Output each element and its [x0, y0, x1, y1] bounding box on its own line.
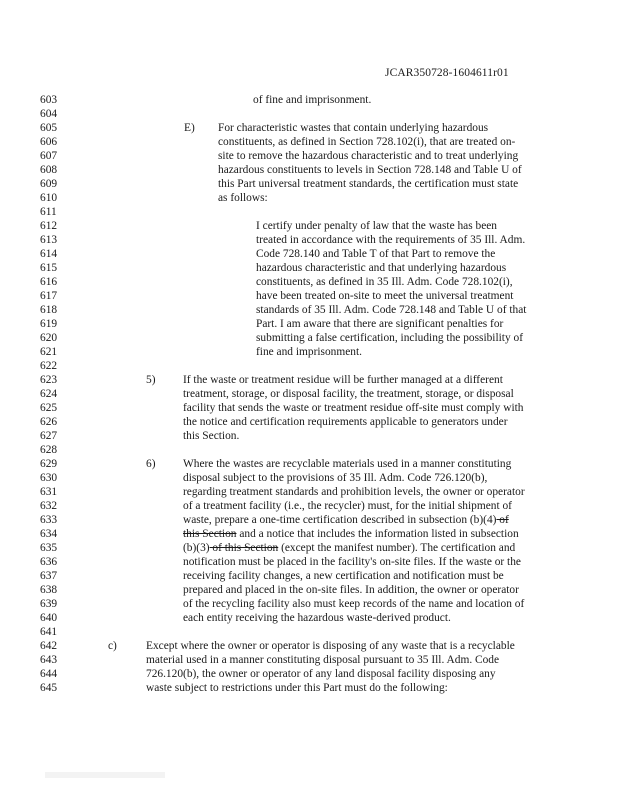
line-number: 613	[40, 234, 58, 246]
line-number: 618	[40, 304, 58, 316]
line-number: 622	[40, 360, 58, 372]
text-line: Where the wastes are recyclable materials used in a manner constituting	[183, 458, 512, 470]
line-number: 624	[40, 388, 58, 400]
line-number: 640	[40, 612, 58, 624]
text-line: this Section.	[183, 430, 240, 442]
line-number: 630	[40, 472, 58, 484]
text-line: have been treated on-site to meet the universal treatment	[256, 290, 514, 302]
line-number: 636	[40, 556, 58, 568]
text-line: Part. I am aware that there are significant penalties for	[256, 318, 504, 330]
text-line: standards of 35 Ill. Adm. Code 728.148 and Table U of that	[256, 304, 527, 316]
text-line: regarding treatment standards and prohibition levels, the owner or operator	[183, 486, 525, 498]
document-id: JCAR350728-1604611r01	[385, 67, 509, 79]
text-line: I certify under penalty of law that the waste has been	[256, 220, 498, 232]
line-number: 610	[40, 192, 58, 204]
line-number: 616	[40, 276, 58, 288]
text-line: waste subject to restrictions under this Part must do the following:	[146, 682, 448, 694]
line-number: 626	[40, 416, 58, 428]
line-number: 638	[40, 584, 58, 596]
line-number: 639	[40, 598, 58, 610]
line-number: 631	[40, 486, 58, 498]
text-line: site to remove the hazardous characteristic and to treat underlying	[218, 150, 519, 162]
text-line: each entity receiving the hazardous waste-derived product.	[183, 612, 451, 624]
text-line: of fine and imprisonment.	[253, 94, 372, 106]
text-line	[183, 513, 525, 527]
line-number: 609	[40, 178, 58, 190]
text-line: constituents, as defined in 35 Ill. Adm. Code 728.102(i),	[256, 276, 513, 288]
text-line: Except where the owner or operator is disposing of any waste that is a recyclable	[146, 640, 515, 652]
line-number: 625	[40, 402, 58, 414]
paragraph-6	[183, 457, 525, 625]
item-marker-E: E)	[184, 122, 195, 134]
struck-text: this Section	[183, 528, 237, 540]
text-line-603	[253, 93, 371, 107]
text-line: For characteristic wastes that contain underlying hazardous	[218, 122, 489, 134]
line-number: 637	[40, 570, 58, 582]
line-number: 604	[40, 108, 58, 120]
text-line: this Part universal treatment standards, the certification must state	[218, 178, 519, 190]
text-line: of a treatment facility (i.e., the recycler) must, for the initial shipment of	[183, 500, 512, 512]
text-line: hazardous characteristic and that underlying hazardous	[256, 262, 507, 274]
line-number: 605	[40, 122, 58, 134]
text-line: submitting a false certification, including the possibility of	[256, 332, 523, 344]
line-number: 606	[40, 136, 58, 148]
text-fragment: (except the manifest number). The certification and	[278, 542, 516, 554]
text-line: receiving facility changes, a new certification and notification must be	[183, 570, 504, 582]
text-line: hazardous constituents to levels in Section 728.148 and Table U of	[218, 164, 522, 176]
line-number: 623	[40, 374, 58, 386]
text-fragment: and a notice that includes the information listed in subsection	[236, 528, 519, 540]
text-line	[183, 527, 525, 541]
text-line: treated in accordance with the requirements of 35 Ill. Adm.	[256, 234, 526, 246]
line-number: 642	[40, 640, 58, 652]
line-number: 634	[40, 528, 58, 540]
item-marker-6: 6)	[146, 458, 156, 470]
line-number: 612	[40, 220, 58, 232]
line-number: 643	[40, 654, 58, 666]
line-number: 621	[40, 346, 58, 358]
line-number: 603	[40, 94, 58, 106]
line-number: 627	[40, 430, 58, 442]
item-marker-c: c)	[108, 640, 117, 652]
struck-text: of this Section	[209, 542, 279, 554]
text-line: treatment, storage, or disposal facility, the treatment, storage, or disposal	[183, 388, 514, 400]
line-number: 644	[40, 668, 58, 680]
text-line: fine and imprisonment.	[256, 346, 362, 358]
line-number: 645	[40, 682, 58, 694]
struck-text: of	[496, 514, 509, 526]
text-line: of the recycling facility also must keep records of the name and location of	[183, 598, 525, 610]
text-line: notification must be placed in the facility's on-site files. If the waste or the	[183, 556, 521, 568]
paragraph-E	[218, 121, 522, 205]
text-line	[183, 541, 525, 555]
text-line: If the waste or treatment residue will be further managed at a different	[183, 374, 503, 386]
line-number: 620	[40, 332, 58, 344]
item-marker-5: 5)	[146, 374, 156, 386]
text-fragment: waste, prepare a one-time certification described in subsection (b)(4)	[183, 514, 497, 526]
text-line: 726.120(b), the owner or operator of any land disposal facility disposing any	[146, 668, 496, 680]
text-line: facility that sends the waste or treatment residue off-site must comply with	[183, 402, 524, 414]
paragraph-5	[183, 373, 523, 443]
text-fragment: (b)(3)	[183, 542, 210, 554]
text-line: the notice and certification requirements applicable to generators under	[183, 416, 508, 428]
text-line: material used in a manner constituting disposal pursuant to 35 Ill. Adm. Code	[146, 654, 500, 666]
text-line: as follows:	[218, 192, 268, 204]
line-number: 635	[40, 542, 58, 554]
line-number: 611	[40, 206, 57, 218]
line-number: 641	[40, 626, 58, 638]
line-number: 608	[40, 164, 58, 176]
certification-statement	[256, 219, 526, 359]
paragraph-c	[146, 639, 515, 695]
line-number: 632	[40, 500, 58, 512]
scan-smudge	[45, 772, 165, 778]
line-number: 619	[40, 318, 58, 330]
line-number: 633	[40, 514, 58, 526]
line-number: 607	[40, 150, 58, 162]
line-number: 617	[40, 290, 58, 302]
line-number: 615	[40, 262, 58, 274]
line-number: 628	[40, 444, 58, 456]
text-line: prepared and placed in the on-site files. In addition, the owner or operator	[183, 584, 519, 596]
text-line: Code 728.140 and Table T of that Part to remove the	[256, 248, 496, 260]
line-number: 614	[40, 248, 58, 260]
text-line: disposal subject to the provisions of 35 Ill. Adm. Code 726.120(b),	[183, 472, 488, 484]
line-number: 629	[40, 458, 58, 470]
text-line: constituents, as defined in Section 728.102(i), that are treated on-	[218, 136, 516, 148]
line-number-column	[40, 93, 80, 695]
